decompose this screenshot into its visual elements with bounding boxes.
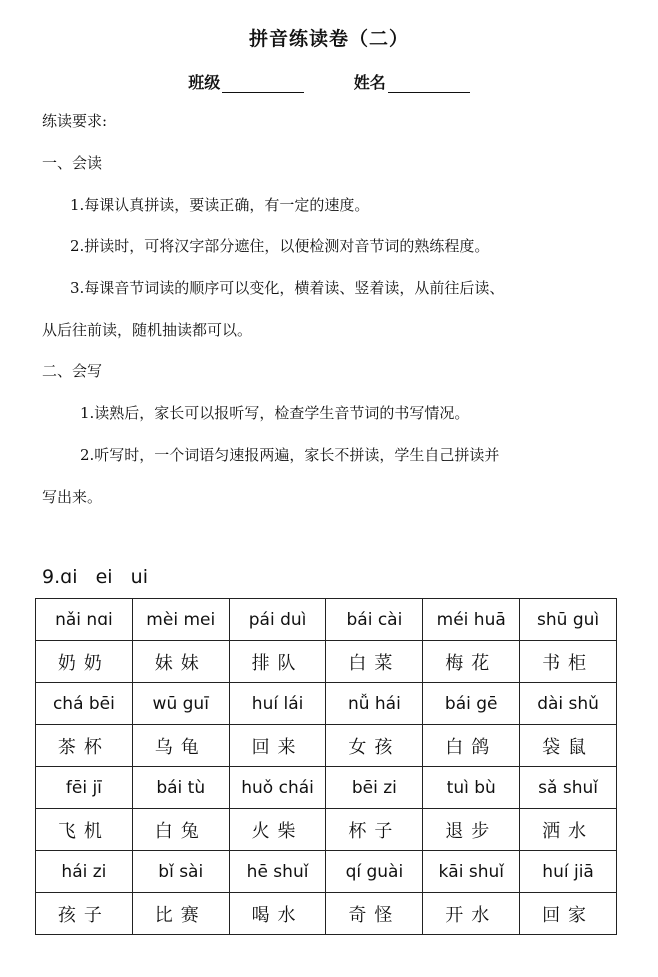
hanzi-cell: 奇怪 — [326, 893, 423, 935]
hanzi-cell: 火柴 — [229, 809, 326, 851]
pinyin-cell: nǎi nɑi — [36, 599, 133, 641]
hanzi-row — [36, 893, 617, 935]
pinyin-row — [36, 767, 617, 809]
student-info — [0, 70, 658, 93]
hanzi-cell: 妹妹 — [132, 641, 229, 683]
pinyin-cell: tuì bù — [423, 767, 520, 809]
pinyin-cell: wū guī — [132, 683, 229, 725]
word-table — [35, 598, 617, 935]
pinyin-cell: chá bēi — [36, 683, 133, 725]
hanzi-cell: 排队 — [229, 641, 326, 683]
pinyin-cell: nǚ hái — [326, 683, 423, 725]
hanzi-cell: 喝水 — [229, 893, 326, 935]
hanzi-cell: 开水 — [423, 893, 520, 935]
writing-rule-2-line1: 2.听写时，一个词语匀速报两遍，家长不拼读，学生自己拼读并 — [80, 446, 500, 464]
hanzi-cell: 女孩 — [326, 725, 423, 767]
pinyin-cell: hē shuǐ — [229, 851, 326, 893]
hanzi-cell: 回来 — [229, 725, 326, 767]
hanzi-cell: 白鸽 — [423, 725, 520, 767]
pinyin-cell: sǎ shuǐ — [520, 767, 617, 809]
hanzi-cell: 奶奶 — [36, 641, 133, 683]
hanzi-row — [36, 809, 617, 851]
pinyin-cell: huí lái — [229, 683, 326, 725]
writing-rule-1: 1.读熟后，家长可以报听写，检查学生音节词的书写情况。 — [80, 404, 470, 422]
pinyin-cell: mèi mei — [132, 599, 229, 641]
hanzi-cell: 杯子 — [326, 809, 423, 851]
pinyin-row — [36, 599, 617, 641]
pinyin-row — [36, 851, 617, 893]
pinyin-cell: bái cài — [326, 599, 423, 641]
name-field — [354, 70, 470, 93]
reading-rule-1: 1.每课认真拼读，要读正确，有一定的速度。 — [70, 196, 370, 214]
section2-title: 二、会写 — [42, 362, 103, 380]
hanzi-cell: 梅花 — [423, 641, 520, 683]
pinyin-cell: bái gē — [423, 683, 520, 725]
page-title: 拼音练读卷（二） — [248, 28, 409, 50]
name-blank-line[interactable] — [388, 76, 470, 93]
hanzi-cell: 孩子 — [36, 893, 133, 935]
pinyin-cell: bái tù — [132, 767, 229, 809]
hanzi-cell: 白菜 — [326, 641, 423, 683]
reading-rule-3-line1: 3.每课音节词读的顺序可以变化，横着读、竖着读，从前往后读、 — [70, 279, 505, 297]
pinyin-cell: kāi shuǐ — [423, 851, 520, 893]
hanzi-cell: 洒水 — [520, 809, 617, 851]
hanzi-cell: 书柜 — [520, 641, 617, 683]
instructions-heading: 练读要求: — [42, 112, 108, 130]
hanzi-cell: 飞机 — [36, 809, 133, 851]
pinyin-cell: pái duì — [229, 599, 326, 641]
class-blank-line[interactable] — [222, 76, 304, 93]
pinyin-cell: hái zi — [36, 851, 133, 893]
pinyin-cell: qí guài — [326, 851, 423, 893]
hanzi-cell: 退步 — [423, 809, 520, 851]
hanzi-cell: 比赛 — [132, 893, 229, 935]
name-label: 姓名 — [353, 73, 386, 92]
writing-rule-2-line2: 写出来。 — [42, 488, 103, 506]
pinyin-cell: méi huā — [423, 599, 520, 641]
pinyin-cell: huí jiā — [520, 851, 617, 893]
pinyin-cell: bǐ sài — [132, 851, 229, 893]
reading-rule-2: 2.拼读时，可将汉字部分遮住，以便检测对音节词的熟练程度。 — [70, 237, 490, 255]
class-field — [188, 70, 304, 93]
pinyin-cell: fēi jī — [36, 767, 133, 809]
pinyin-cell: dài shǔ — [520, 683, 617, 725]
pinyin-cell: shū guì — [520, 599, 617, 641]
section1-title: 一、会读 — [42, 154, 103, 172]
lesson-title: 9.ɑi ei ui — [42, 566, 148, 588]
pinyin-row — [36, 683, 617, 725]
pinyin-cell: huǒ chái — [229, 767, 326, 809]
hanzi-row — [36, 641, 617, 683]
hanzi-cell: 回家 — [520, 893, 617, 935]
hanzi-cell: 白兔 — [132, 809, 229, 851]
pinyin-cell: bēi zi — [326, 767, 423, 809]
hanzi-cell: 袋鼠 — [520, 725, 617, 767]
hanzi-cell: 茶杯 — [36, 725, 133, 767]
hanzi-row — [36, 725, 617, 767]
hanzi-cell: 乌龟 — [132, 725, 229, 767]
reading-rule-3-line2: 从后往前读，随机抽读都可以。 — [42, 321, 253, 339]
class-label: 班级 — [188, 73, 221, 92]
